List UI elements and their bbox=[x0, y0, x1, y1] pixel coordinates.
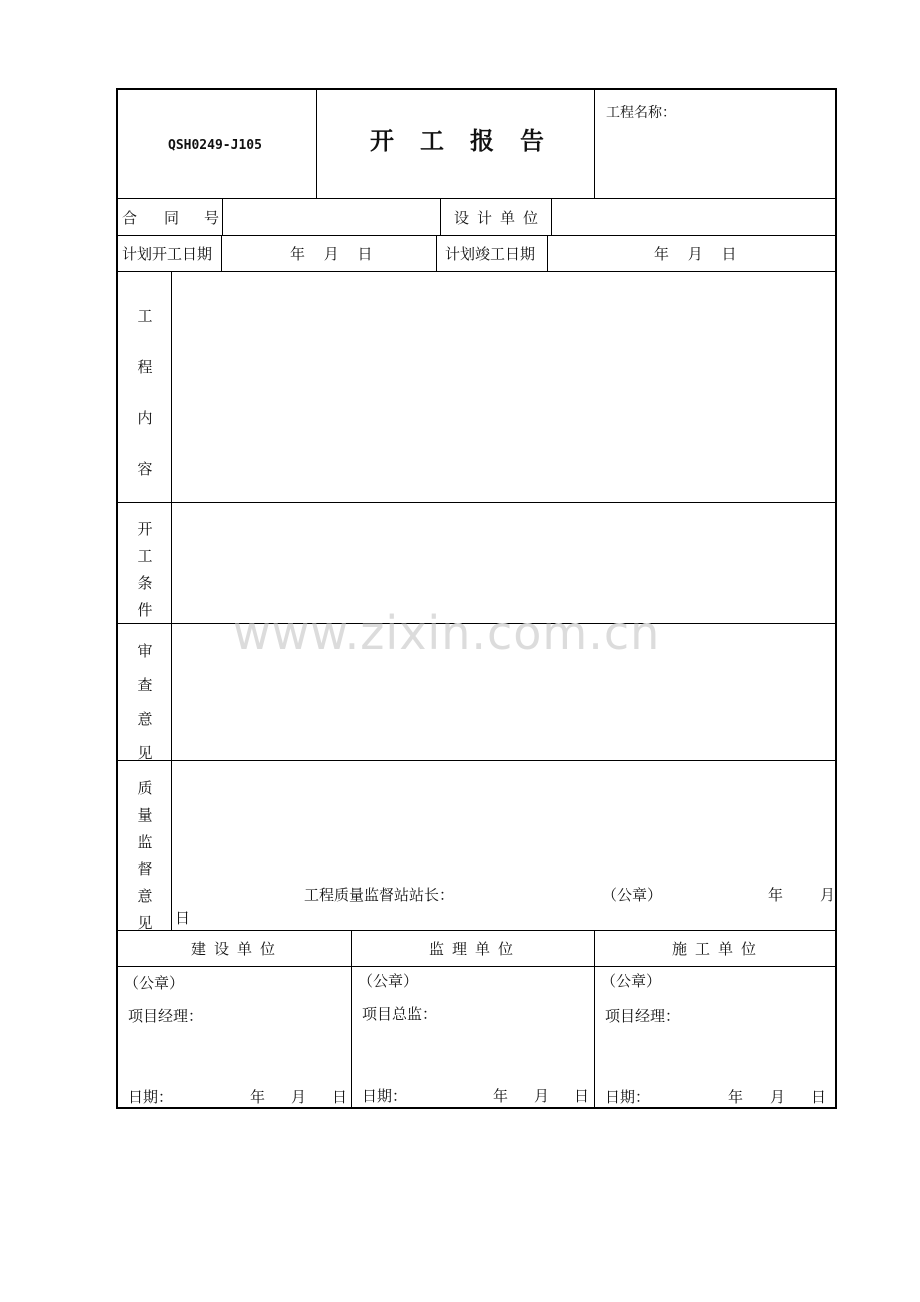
seal-text: （公章） bbox=[602, 886, 663, 904]
divider bbox=[118, 930, 835, 931]
supervisor-day: 日 bbox=[574, 1087, 590, 1105]
supervisor-year: 年 bbox=[493, 1087, 509, 1105]
project-content-label bbox=[133, 305, 157, 479]
project-content-field[interactable] bbox=[174, 273, 834, 501]
planned-start-date[interactable]: 年 月 日 bbox=[290, 245, 373, 263]
divider bbox=[594, 930, 595, 1109]
divider bbox=[171, 271, 172, 930]
divider bbox=[118, 271, 835, 272]
divider bbox=[547, 235, 548, 271]
contractor-seal: （公章） bbox=[601, 972, 662, 990]
divider bbox=[440, 198, 441, 235]
label-char: 内 bbox=[137, 409, 153, 427]
label-char: 量 bbox=[137, 806, 153, 824]
project-name-label: 工程名称： bbox=[606, 105, 676, 121]
contractor-date-label: 日期： bbox=[605, 1088, 651, 1106]
owner-day: 日 bbox=[332, 1088, 348, 1106]
label-char: 审 bbox=[137, 642, 153, 660]
owner-month: 月 bbox=[291, 1088, 307, 1106]
page-title: 开工报告 bbox=[370, 126, 570, 155]
station-head-label: 工程质量监督站站长： bbox=[304, 886, 455, 904]
quality-opinion-field[interactable] bbox=[174, 762, 834, 872]
planned-finish-label: 计划竣工日期 bbox=[445, 245, 536, 263]
divider bbox=[118, 623, 835, 624]
contract-no-label-1: 合 bbox=[122, 209, 138, 227]
review-opinion-field[interactable] bbox=[174, 625, 834, 759]
label-char: 工 bbox=[137, 547, 153, 565]
divider bbox=[221, 235, 222, 271]
start-report-form bbox=[116, 88, 837, 1109]
design-unit-field[interactable] bbox=[554, 200, 832, 233]
divider bbox=[118, 966, 835, 967]
year-label: 年 bbox=[768, 886, 784, 904]
divider bbox=[316, 90, 317, 198]
project-name-field[interactable] bbox=[678, 100, 828, 124]
form-code: QSH0249-J105 bbox=[168, 138, 262, 153]
contractor-unit-label: 施工单位 bbox=[672, 940, 765, 958]
owner-date-label: 日期： bbox=[128, 1088, 174, 1106]
label-char: 见 bbox=[137, 914, 153, 932]
planned-start-label: 计划开工日期 bbox=[122, 245, 213, 263]
contract-no-label-3: 号 bbox=[204, 209, 220, 227]
supervisor-date-label: 日期： bbox=[362, 1087, 408, 1105]
divider bbox=[436, 235, 437, 271]
label-char: 意 bbox=[137, 887, 153, 905]
planned-finish-date[interactable]: 年 月 日 bbox=[654, 245, 737, 263]
contractor-day: 日 bbox=[811, 1088, 827, 1106]
start-conditions-field[interactable] bbox=[174, 504, 834, 622]
divider bbox=[118, 235, 835, 236]
divider bbox=[551, 198, 552, 235]
watermark: www.zixin.com.cn bbox=[233, 606, 661, 660]
divider bbox=[594, 90, 595, 198]
label-char: 监 bbox=[137, 833, 153, 851]
owner-unit-label: 建设单位 bbox=[191, 940, 284, 958]
label-char: 查 bbox=[137, 676, 153, 694]
day-label: 日 bbox=[175, 909, 191, 927]
contractor-year: 年 bbox=[728, 1088, 744, 1106]
contract-no-field[interactable] bbox=[224, 200, 438, 233]
divider bbox=[118, 760, 835, 761]
label-char: 督 bbox=[137, 860, 153, 878]
contractor-manager-label: 项目经理： bbox=[605, 1007, 681, 1025]
label-char: 件 bbox=[137, 601, 153, 619]
design-unit-label: 设计单位 bbox=[454, 209, 547, 227]
supervisor-chief-label: 项目总监： bbox=[362, 1005, 438, 1023]
owner-manager-label: 项目经理： bbox=[128, 1007, 204, 1025]
contract-no-label-2: 同 bbox=[164, 209, 180, 227]
divider bbox=[118, 502, 835, 503]
label-char: 程 bbox=[137, 358, 153, 376]
review-opinion-label bbox=[133, 640, 157, 763]
label-char: 见 bbox=[137, 744, 153, 762]
supervisor-month: 月 bbox=[534, 1087, 550, 1105]
quality-opinion-label bbox=[133, 777, 157, 933]
label-char: 条 bbox=[137, 574, 153, 592]
owner-seal: （公章） bbox=[124, 974, 185, 992]
label-char: 质 bbox=[137, 779, 153, 797]
divider bbox=[118, 198, 835, 199]
start-conditions-label bbox=[133, 518, 157, 620]
label-char: 容 bbox=[137, 460, 153, 478]
label-char: 工 bbox=[137, 307, 153, 325]
owner-year: 年 bbox=[250, 1088, 266, 1106]
label-char: 意 bbox=[137, 710, 153, 728]
divider bbox=[222, 198, 223, 235]
divider bbox=[351, 930, 352, 1109]
month-label: 月 bbox=[820, 886, 836, 904]
label-char: 开 bbox=[137, 520, 153, 538]
supervisor-seal: （公章） bbox=[358, 972, 419, 990]
supervisor-unit-label: 监理单位 bbox=[429, 940, 522, 958]
contractor-month: 月 bbox=[770, 1088, 786, 1106]
